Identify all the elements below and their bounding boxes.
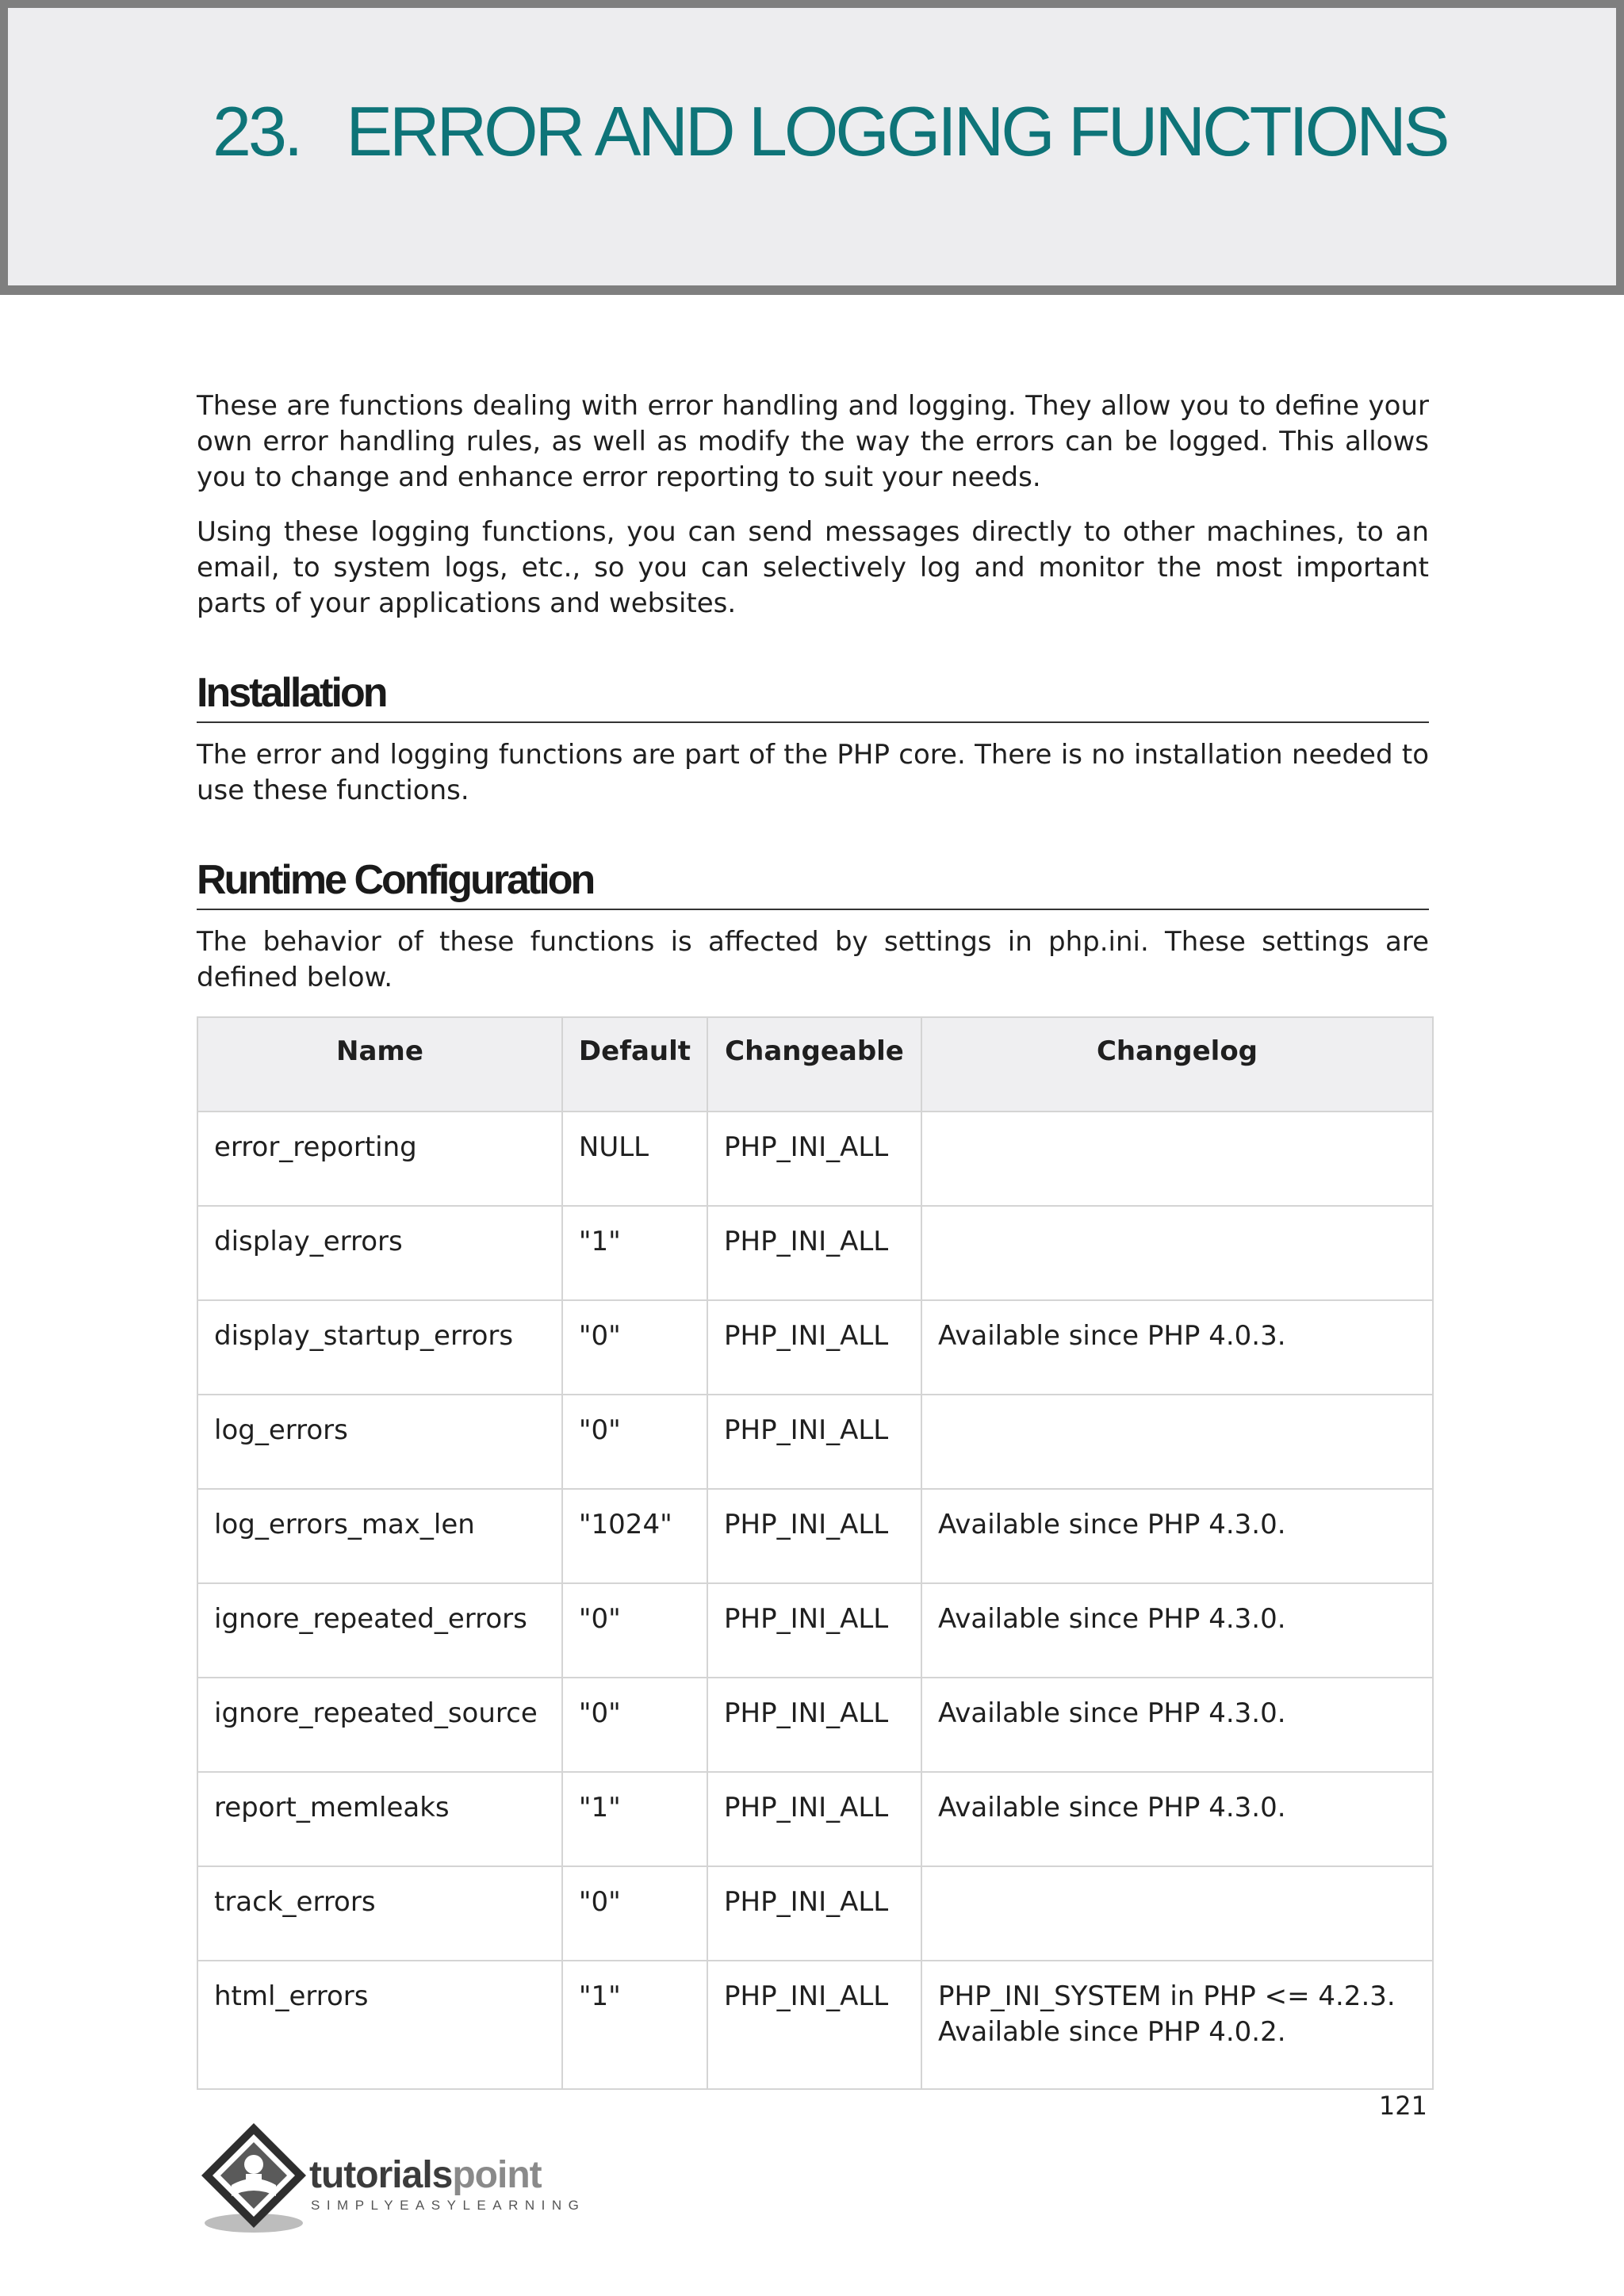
table-cell-name: ignore_repeated_source [197, 1678, 562, 1772]
installation-paragraph: The error and logging functions are part of the PHP core. There is no installation needed to use these functions. [197, 739, 1429, 806]
logo-wordmark: tutorialspoint [309, 2154, 542, 2196]
table-cell-changelog: Available since PHP 4.3.0. [921, 1772, 1433, 1866]
table-row [197, 1866, 1433, 1961]
chapter-number: 23. [213, 92, 301, 170]
table-cell-changeable: PHP_INI_ALL [707, 1206, 921, 1300]
table-cell-changeable: PHP_INI_ALL [707, 1772, 921, 1866]
table-cell-changelog: Available since PHP 4.3.0. [921, 1583, 1433, 1678]
table-cell-default: "1024" [562, 1489, 707, 1583]
table-header-cell: Changeable [707, 1017, 921, 1112]
table-cell-changelog [921, 1866, 1433, 1961]
table-cell-default: NULL [562, 1112, 707, 1206]
table-cell-name: report_memleaks [197, 1772, 562, 1866]
table-cell-default: "1" [562, 1772, 707, 1866]
table-cell-changeable: PHP_INI_ALL [707, 1395, 921, 1489]
table-cell-changeable: PHP_INI_ALL [707, 1866, 921, 1961]
table-cell-name: display_errors [197, 1206, 562, 1300]
table-cell-name: log_errors [197, 1395, 562, 1489]
table-row [197, 1112, 1433, 1206]
table-cell-changeable: PHP_INI_ALL [707, 1678, 921, 1772]
table-cell-default: "0" [562, 1300, 707, 1395]
tutorialspoint-logo-icon [197, 2118, 316, 2237]
table-cell-default: "0" [562, 1678, 707, 1772]
table-cell-default: "0" [562, 1866, 707, 1961]
table-cell-changeable: PHP_INI_ALL [707, 1489, 921, 1583]
page-content [197, 388, 1429, 2090]
table-row [197, 1678, 1433, 1772]
table-cell-name: display_startup_errors [197, 1300, 562, 1395]
table-header-cell: Name [197, 1017, 562, 1112]
table-cell-changelog: Available since PHP 4.3.0. [921, 1678, 1433, 1772]
table-cell-changelog: Available since PHP 4.3.0. [921, 1489, 1433, 1583]
table-cell-changelog: Available since PHP 4.0.3. [921, 1300, 1433, 1395]
table-cell-name: ignore_repeated_errors [197, 1583, 562, 1678]
table-row [197, 1300, 1433, 1395]
runtime-configuration-heading: Runtime Configuration [197, 855, 1429, 910]
installation-heading: Installation [197, 668, 1429, 723]
table-row [197, 1772, 1433, 1866]
table-cell-changelog [921, 1395, 1433, 1489]
table-row [197, 1489, 1433, 1583]
intro-paragraph-1: These are functions dealing with error handling and logging. They allow you to define your own error handling rules, as well as modify the way the errors can be logged. This allows you to change and enhance error reporting to suit your needs. [197, 390, 1429, 493]
table-cell-default: "0" [562, 1583, 707, 1678]
table-cell-changelog: PHP_INI_SYSTEM in PHP <= 4.2.3. Available since PHP 4.0.2. [921, 1961, 1433, 2089]
table-cell-name: track_errors [197, 1866, 562, 1961]
table-cell-name: html_errors [197, 1961, 562, 2089]
table-row [197, 1583, 1433, 1678]
table-header-cell: Default [562, 1017, 707, 1112]
table-cell-default: "1" [562, 1961, 707, 2089]
table-cell-changelog [921, 1206, 1433, 1300]
page-number: 121 [1378, 2091, 1427, 2121]
table-cell-default: "1" [562, 1206, 707, 1300]
logo-tagline: SIMPLYEASYLEARNING [311, 2198, 586, 2213]
runtime-configuration-paragraph: The behavior of these functions is affected by settings in php.ini. These settings are defined below. [197, 926, 1429, 993]
chapter-title-text: ERROR AND LOGGING FUNCTIONS [346, 92, 1447, 170]
table-row [197, 1206, 1433, 1300]
table-cell-name: error_reporting [197, 1112, 562, 1206]
table-cell-changeable: PHP_INI_ALL [707, 1583, 921, 1678]
table-cell-changeable: PHP_INI_ALL [707, 1112, 921, 1206]
table-cell-changeable: PHP_INI_ALL [707, 1961, 921, 2089]
intro-paragraph-2: Using these logging functions, you can send messages directly to other machines, to an email, to system logs, etc., so you can selectively log and monitor the most important parts of your applications and websites. [197, 516, 1429, 619]
table-row [197, 1395, 1433, 1489]
table-cell-name: log_errors_max_len [197, 1489, 562, 1583]
table-header-row [197, 1017, 1433, 1112]
table-row [197, 1961, 1433, 2089]
table-cell-changelog [921, 1112, 1433, 1206]
runtime-config-table [197, 1016, 1434, 2090]
tutorialspoint-logo [197, 2118, 593, 2237]
table-header-cell: Changelog [921, 1017, 1433, 1112]
chapter-title [213, 91, 1446, 172]
chapter-banner [0, 0, 1624, 295]
table-cell-changeable: PHP_INI_ALL [707, 1300, 921, 1395]
table-cell-default: "0" [562, 1395, 707, 1489]
